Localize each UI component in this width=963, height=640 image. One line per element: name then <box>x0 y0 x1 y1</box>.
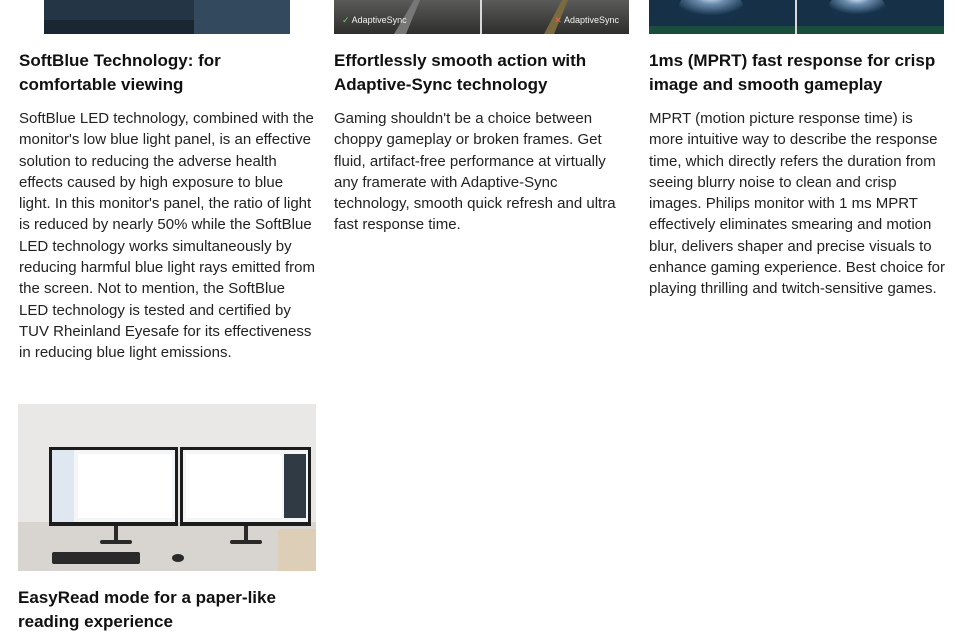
adaptive-sync-off-label <box>554 15 619 26</box>
easyread-image <box>18 404 316 571</box>
feature-title: 1ms (MPRT) fast response for crisp image and smooth gameplay <box>649 51 936 94</box>
feature-body: SoftBlue LED technology, combined with the monitor's low blue light panel, is an effective solution to reducing the adverse health effects caused by high exposure to blue light. In this monitor's panel, the ratio of light is reduced by nearly 50% while the SoftBlue LED technology works simultaneously by reducing harmful blue light rays emitted from the screen. Not to mention, the SoftBlue LED technology is tested and certified by TUV Rheinland Eyesafe for its effectiveness in reducing blue light emissions. <box>19 110 315 362</box>
feature-body: Gaming shouldn't be a choice between choppy gameplay or broken frames. Get fluid, artifact-free performance at virtually any framerate with Adaptive-Sync technology, smooth quick refresh and ultra fast response time. <box>334 110 616 234</box>
feature-title: SoftBlue Technology: for comfortable viewing <box>19 51 221 94</box>
easyread-image-art <box>18 404 316 571</box>
feature-mprt <box>649 49 947 300</box>
softblue-image <box>44 0 290 34</box>
adaptive-sync-image <box>334 0 629 34</box>
cross-icon: ✕ <box>554 15 562 25</box>
feature-adaptive-sync <box>334 49 632 236</box>
feature-title: Effortlessly smooth action with Adaptive-Sync technology <box>334 51 587 94</box>
adaptive-sync-off-text: AdaptiveSync <box>563 15 619 25</box>
feature-body: MPRT (motion picture response time) is more intuitive way to describe the response time, which directly refers the duration from seeing blurry noise to clean and crisp images. Philips monitor with 1 ms MPRT effectively eliminates smearing and motion blur, delivers shaper and precise visuals to enhance gaming experience. Best choice for playing thrilling and twitch-sensitive games. <box>649 110 946 298</box>
feature-easyread <box>18 586 316 634</box>
softblue-image-art <box>44 0 290 34</box>
mprt-image-art <box>649 0 944 34</box>
check-icon: ✓ <box>342 15 350 25</box>
feature-softblue <box>19 49 317 364</box>
feature-title: EasyRead mode for a paper-like reading experience <box>18 588 276 631</box>
adaptive-sync-on-text: AdaptiveSync <box>351 15 407 25</box>
mprt-image <box>649 0 944 34</box>
adaptive-sync-on-label <box>342 15 407 26</box>
